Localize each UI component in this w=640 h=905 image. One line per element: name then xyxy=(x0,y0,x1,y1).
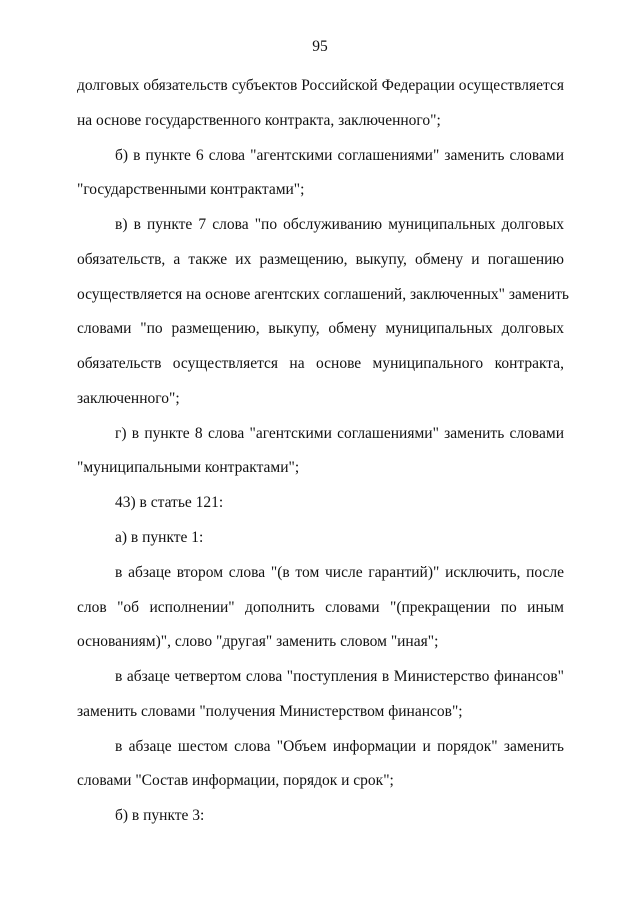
text-line: заменить словами "получения Министерством финансов"; xyxy=(77,703,463,720)
text-line: основаниям)", слово "другая" заменить словом "иная"; xyxy=(77,633,439,650)
text-line: обязательств осуществляется на основе муниципального контракта, xyxy=(77,355,564,372)
text-line: на основе государственного контракта, заключенного"; xyxy=(77,112,441,129)
text-line: а) в пункте 1: xyxy=(115,529,204,546)
text-line: заключенного"; xyxy=(77,390,180,407)
text-line: в абзаце шестом слова "Объем информации и порядок" заменить xyxy=(115,738,564,755)
text-line: "муниципальными контрактами"; xyxy=(77,459,300,476)
text-line: долговых обязательств субъектов Российской Федерации осуществляется xyxy=(77,77,564,94)
text-line: в абзаце четвертом слова "поступления в Министерство финансов" xyxy=(115,668,564,685)
text-line: "государственными контрактами"; xyxy=(77,181,305,198)
text-line: б) в пункте 3: xyxy=(115,807,205,824)
text-line: б) в пункте 6 слова "агентскими соглашениями" заменить словами xyxy=(115,147,564,164)
text-line: 43) в статье 121: xyxy=(115,494,224,511)
text-line: словами "Состав информации, порядок и срок"; xyxy=(77,772,394,789)
page-number: 95 xyxy=(312,38,328,55)
text-line: в) в пункте 7 слова "по обслуживанию муниципальных долговых xyxy=(115,216,564,233)
text-line: слов "об исполнении" дополнить словами "(прекращении по иным xyxy=(77,599,564,616)
text-line: осуществляется на основе агентских соглашений, заключенных" заменить xyxy=(77,286,569,303)
text-line: словами "по размещению, выкупу, обмену муниципальных долговых xyxy=(77,320,564,337)
text-line: в абзаце втором слова "(в том числе гарантий)" исключить, после xyxy=(115,564,564,581)
text-line: г) в пункте 8 слова "агентскими соглашениями" заменить словами xyxy=(115,425,564,442)
text-line: обязательств, а также их размещению, выкупу, обмену и погашению xyxy=(77,251,564,268)
